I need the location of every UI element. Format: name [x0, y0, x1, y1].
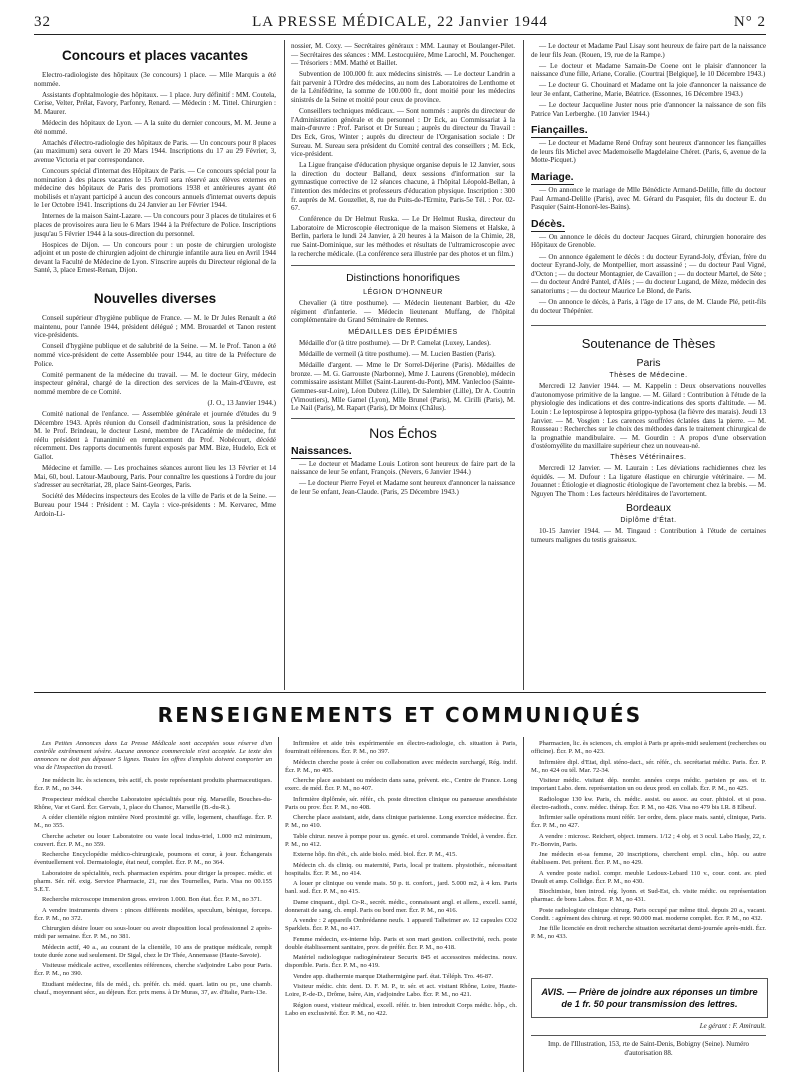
legion-body	[291, 299, 515, 325]
diplome-heading: Diplôme d'État.	[620, 517, 677, 525]
classified-ad: Médecin cherche poste à créer ou collaboration avec médecin surchargé, Rég. indif. Écr. P. M., no 405.	[285, 758, 517, 774]
annonces-col-a	[34, 740, 272, 999]
classified-ad: Externe hôp. fin d'ét., ch. aide biolo. méd. biol. Écr. P. M., 415.	[293, 851, 458, 858]
medecine-heading: Thèses de Médecine.	[609, 372, 688, 380]
epidemies-item: Médaille d'argent. — Mme le Dr Sorrel-Déjerine (Paris). Médailles de bronze. — M. G. Garrouste (Narbonne), Mme J. Laurens (Grenoble), médecin commissaire assistant Millet (Saint-Laurent-du-Pont), MM. Vanlecloo (Sainte-Gemmes-sur-Loire), Léon Dubrez (Lille), Dr Salembier (Lille), Dr A. Coutrin (Vimoutiers), Mlle Gamel (Lyon), Mlle Brunel (Paris), M. Cirilli (Paris), M. Le Nail (Paris), M. Rapart (Paris), Dr Moinx (Châlus).	[291, 361, 515, 413]
classified-ad: Matériel radiologique radiogénérateur Securix 845 et accessoires médecins. nouv. disponible. Paris. Écr. P. M., no 419.	[285, 954, 517, 969]
page-number: 32	[34, 14, 51, 30]
classified-ad: Pharmacien, lic. ès sciences, ch. emploi à Paris pr après-midi seulement (recherches ou officine). Écr. P. M., no 423.	[531, 740, 766, 755]
classified-ad: Infirmier salle opérations muni référ. 1er ordre, dem. place mais. santé, clinique, Paris. Écr. P. M., no 427.	[531, 814, 766, 829]
veterinaires-heading: Thèses Vétérinaires.	[610, 453, 687, 461]
classified-ad: Région ouest, visiteur médical, excell. référ. tr. bien introduit Corps médic. hôp., ch. Labo en exclusivité. Écr. P. M., no 422.	[285, 1001, 517, 1017]
news-item: Conférence du Dr Helmut Ruska. — Le Dr Helmut Ruska, directeur du Laboratoire de Microscopie électronique de la maison Siemens et Halske, à Berlin, parlera le lundi 24 Janvier, à 20 heures à la Maison de la Chimie, 28, rue Saint-Dominique, sur les méthodes et résultats de l'ultramicroscopie avec la recherche médicale. (La conférence sera illustrée par des photos et un film.)	[291, 215, 515, 258]
mariage-heading: Mariage.	[531, 171, 574, 184]
legion-text: Chevalier (à titre posthume). — Médecin lieutenant Barbier, du 42e régiment d'infanterie. — Médecin lieutenant Muffang, de l'hôpital complémentaire du Grand Séminaire de Rennes.	[291, 299, 515, 325]
naissances-heading: Naissances.	[291, 444, 352, 457]
annonces-notice: Les Petites Annonces dans La Presse Médicale sont acceptées sous réserve d'un contrôle extrêmement sévère. Aucune annonce commerciale n'est acceptée. Le texte des annonces ne doit pas dépasser 5 lignes. Toutes les offres d'emplois doivent comporter un visa de l'Inspection du travail.	[34, 740, 272, 771]
naissance-item: — Le docteur et Madame Paul Lisay sont heureux de faire part de la naissance de leur fils Jean. (Rouen, 19, rue de la Rampe.)	[531, 42, 766, 59]
header-rule	[34, 34, 766, 35]
deces-item: — On annonce le décès du docteur Jacques Girard, chirurgien honoraire des Hôpitaux de Grenoble.	[531, 232, 766, 250]
deces-item: — On annonce également le décès : du docteur Eyrand-Joly, d'Évian, frère du docteur Eyrand-Joly, de Montpellier, mort assassiné ; — du docteur Paul Vigné, d'Octon ; — du docteur Montagnier, de Cavaillon ; — du docteur Martel, de Sète ; — du docteur André Pantel, d'Alès ; — du docteur Lugand, de Mèze, médecin des sanatoriums ; — du docteur Maurice Le Blond, de Paris.	[531, 252, 766, 295]
epidemies-body	[291, 339, 515, 413]
concours-item: Concours spécial d'internat des Hôpitaux de Paris. — Ce concours spécial pour la nomination à des places vacantes le 15 Avril sera réservé aux élèves externes en médecine des hôpitaux de Paris des promotions 1938 et antérieures ayant été mobilisés et n'ayant participé à aucun des concours annuels d'internat ouverts depuis le 1er Octobre 1941. Inscriptions du 24 Janvier au 1er Février 1944.	[34, 166, 276, 210]
annonces-col-c	[531, 740, 766, 944]
renseignements-heading: RENSEIGNEMENTS ET COMMUNIQUÉS	[157, 703, 643, 727]
issue-number: N° 2	[733, 14, 766, 30]
classified-ad: A vendre poste radiol. compr. meuble Ledoux-Lebard 110 v., cour. cont. av. pied Drault et amp. Collidge. Écr. P. M., no 430.	[531, 869, 766, 885]
classified-ad: Vendre app. diathermie marque Diathermigène parf. état. Téléph. Tro. 46-87.	[293, 972, 494, 980]
classified-ad: Visiteur médic. chir. dent. D. F. M. P., tr. sér. et act. visitant Rhône, Loire, Haute-Loire, P.-de-D., Drôme, Isère, Ain, s'adjoindre Labo. Écr. P. M., no 421.	[285, 983, 517, 998]
naissance-item: — Le docteur Jacqueline Juster nous prie d'annoncer la naissance de son fils Patrice Van Lerberghe. (10 Janvier 1944.)	[531, 101, 766, 118]
column-divider-3	[278, 737, 279, 1072]
section-rule	[291, 418, 515, 419]
naissance-item: — Le docteur et Madame Louis Lotiron sont heureux de faire part de la naissance de leur 5e enfant, François. (Nevers, 6 Janvier 1944.)	[291, 459, 515, 477]
epidemies-item: Médaille de vermeil (à titre posthume). — M. Lucien Bastien (Paris).	[299, 350, 496, 359]
column-divider-2	[523, 40, 524, 690]
classified-ad: A vendre : microsc. Reichert, object. immers. 1/12 ; 4 obj. et 3 ocul. Labo Hasly, 22, r. Fr.-Bonvin, Paris.	[531, 832, 766, 848]
section-rule	[531, 325, 766, 326]
naissance-item: — Le docteur Pierre Feyel et Madame sont heureux d'annoncer la naissance de leur 5e enfant, Jean-Claude. (Paris, 25 Décembre 1943.)	[291, 479, 515, 497]
column-divider-1	[284, 40, 285, 690]
naissance-item: — Le docteur G. Chouinard et Madame ont la joie d'annoncer la naissance de leur 3e enfant, Catherine, Marie, Béatrice. (Essonnes, 16 Décembre 1943.)	[531, 81, 766, 98]
classified-ad: A vendre : 2 appareils Ombrédanne neufs. 1 appareil Talheimer av. 12 capsules CO2 Sparklets. Écr. P. M., no 417.	[285, 917, 517, 932]
bordeaux-heading: Bordeaux	[626, 502, 671, 515]
classified-ad: A céder clientèle région minière Nord proximité gr. ville, logement, chauffage. Écr. P. M., no 355.	[34, 814, 272, 829]
theses-veterinaires	[531, 464, 766, 498]
classified-ad: Cherche acheter ou louer Laboratoire ou vaste local indus-triel, 1.000 m2 minimum, couvert. Écr. P. M., no 359.	[34, 832, 272, 848]
theses-medecine	[531, 382, 766, 451]
gerant-line: Le gérant : F. Amirault.	[699, 1022, 766, 1030]
col2-body	[291, 42, 515, 258]
classified-ad: Etudiant médecine, fils de méd., ch. préfér. ch. méd. quart. latin ou pr., une chamb. chauf., moyennant sécr., au déjeun. Écr. prix mens. à Dr Muras, 37, av. d'Italie, Paris-13e.	[34, 980, 272, 996]
classified-ad: Recherche microscope immersion gross. environ 1.000. Bon état. Écr. P. M., no 371.	[42, 896, 262, 903]
soutenance-heading: Soutenance de Thèses	[581, 336, 716, 352]
concours-item: Assistants d'ophtalmologie des hôpitaux. — 1 place. Jury définitif : MM. Coutela, Cerise, Velter, Prélat, Favory, Parfonry, Renard. — Médecin : M. Tittel. Chirurgien : M. Maurer.	[34, 90, 276, 116]
theses-bordeaux	[531, 527, 766, 544]
column-2	[291, 42, 515, 499]
echos-heading: Nos Échos	[369, 424, 437, 441]
classified-ad: Biochimiste, bien introd. rég. lyonn. et Sud-Est, ch. visite médic. ou représentation pharmac. de bons Labos. Écr. P. M., no 431.	[531, 888, 766, 903]
these-item: Mercredi 12 Janvier 1944. — M. Kappelin : Deux observations nouvelles d'autonomyose primitive de la langue. — M. Gilard : Contribution à l'étude de la physiologie des indications et des contre-indications des sports d'altitude. — M. Louin : Le leptospirose à leptospira grippo-typhosa (la fièvre des marais). Jeudi 13 Janvier. — M. Vosgien : Les carences souffrées éclatées dans la pierre. — M. Rousseau : Recherches sur le choix des méthodes dans le traitement chirurgical de la prognathie mandibulaire. — M. Gourdin : A propos d'une observation d'ostéomyélite du maxillaire supérieur chez un nouveau-né.	[531, 382, 766, 451]
avis-box	[531, 978, 768, 1018]
news-item: Conseillers techniques médicaux. — Sont nommés : auprès du directeur de l'Administration générale et du personnel : Dr Eck, au Commissariat à la main-d'œuvre : Prof. Parisot et Dr Sureau ; auprès du directeur du Travail : Drs Eck, Gros, Winter ; auprès du directeur de l'Organisation sociale : Dr Sureau. M. Sureau sera président du Comité central des conseillers ; M. Eck, vice-président.	[291, 107, 515, 159]
column-1	[34, 46, 276, 521]
classified-ad: Infirmière diplômée, sér. référ., ch. poste direction clinique ou panseuse anesthésiste Paris ou prov. Écr. P. M., no 408.	[285, 795, 517, 811]
classified-ad: Infirmière et aide très expérimentée en électro-radiologie, ch. situation à Paris, fournirait références. Écr. P. M., no 397.	[285, 740, 517, 755]
footer-rule	[531, 1035, 766, 1036]
avis-text: AVIS. — Prière de joindre aux réponses un timbre de 1 fr. 50 pour transmission des lettres.	[541, 987, 758, 1009]
mariage-body	[531, 186, 766, 212]
epidemies-heading: MÉDAILLES DES ÉPIDÉMIES	[348, 329, 458, 337]
classified-ad: Cherche place assistant, aide, dans clinique parisienne. Long exercice médecine. Écr. P. M., no 410.	[285, 814, 517, 829]
nouvelles-item: Médecine et famille. — Les prochaines séances auront lieu les 13 Février et 14 Mai, 60, boul. Latour-Maubourg, Paris. Pour connaître les questions à l'ordre du jour s'adresser au secrétariat, 28, place Saint-Georges, Paris.	[34, 464, 276, 490]
fiancailles-body	[531, 139, 766, 165]
classified-ad: Jne fille licenciée en droit recherche situation secrétariat demi-journée après-midi. Écr. P. M., no 433.	[531, 925, 766, 940]
naissance-item: — Le docteur et Madame Samain-De Coene ont le plaisir d'annoncer la naissance d'une fille, Ariane, Coralie. (Courtrai [Belgique], le 10 Décembre 1943.)	[531, 61, 766, 79]
concours-item: Médecin des hôpitaux de Lyon. — A la suite du dernier concours, M. M. Jeune a été nommé.	[34, 118, 276, 136]
nouvelles-item: Comité permanent de la médecine du travail. — M. le docteur Giry, médecin inspecteur général, chargé de la direction des services de la Main-d'Œuvre, est nommé membre de ce Comité.	[34, 370, 276, 396]
classified-ad: Visiteuse médicale active, excellentes références, cherche s'adjoindre Labo pour Paris. Écr. P. M., no 390.	[34, 962, 272, 977]
concours-body	[34, 71, 276, 275]
classified-ad: Table chirur. neuve à pompe pour us. gynéc. et urol. commande Trédel, à vendre. Écr. P. M., no 412.	[285, 832, 517, 848]
imprimeur-line: Imp. de l'Illustration, 153, rte de Saint-Denis, Bobigny (Seine). Numéro d'autorisation 88.	[547, 1040, 750, 1057]
classified-ad: Dame cinquant., dipl. Cr-R., secrét. médic., connaissant angl. et allem., excell. santé, donnerait de sang, ch. empl. Paris ou bord mer. Écr. P. M., no 416.	[285, 898, 517, 914]
nouvelles-item: Comité national de l'enfance. — Assemblée générale et journée d'études du 9 Décembre 1943. Après réunion du Conseil d'administration, sous la présidence de M. le Prof. Brindeau, le docteur Lesné, membre de l'Académie de médecine, fut réélu président à l'unanimité en remplacement du Prof. Nobécourt, décédé récemment. Des rapports documentés furent exposés par MM. Bize, Hudelo, Eck et Gallot.	[34, 410, 276, 461]
journal-officiel-ref: (J. O., 13 Janvier 1944.)	[207, 398, 276, 407]
column-divider-4	[523, 737, 524, 1072]
classified-ad: Visiteur médic. visitant dép. nombr. années corps médic. parisien pr ass. et tr. important Labo. dem. représentation un ou deux prod. en collab. Écr. P. M., no 425.	[531, 777, 766, 792]
nouvelles-item: Conseil d'hygiène publique et de salubrité de la Seine. — M. le Prof. Tanon a été nommé vice-président de cette Assemblée pour 1944, au titre de la Préfecture de Police.	[34, 342, 276, 368]
mariage-item: — On annonce le mariage de Mlle Bénédicte Armand-Delille, fille du docteur Paul Armand-Delille (Paris), avec M. Gérard du Pasquier, fils du docteur E. du Pasquier (Saint-Honoré-les-Bains).	[531, 186, 766, 212]
classified-ad: Cherche place assistant ou médecin dans sana, prévent. etc., Centre de France. Long exerc. de méd. Écr. P. M., no 407.	[285, 777, 517, 792]
classified-ad: Poste radiologiste clinique chirurg. Paris occupé par même titul. depuis 20 a., vacant. Condit. : agrément des chirurg. et repr. 90.000 mat. moderne complet. Écr. P. M., no 432.	[531, 906, 766, 922]
bureau-continuation: nossier, M. Coxy. — Secrétaires généraux : MM. Launay et Boulanger-Pilet. — Secrétaires des séances : MM. Lestocquière, Mme Larochl, M. Pouchenger. — Trésoriers : MM. Mathé et Baillet.	[291, 42, 515, 68]
col3-naissances	[531, 42, 766, 118]
classified-ad: Jne médecin lic. ès sciences, très actif, ch. poste représentant produits pharmaceutiques. Écr. P. M., no 344.	[34, 777, 272, 792]
classified-ad: Chirurgien désire louer ou sous-louer ou avoir disposition local professionnel 2 après-midi par semaine. Écr. P. M., no 381.	[34, 925, 272, 940]
nouvelles-body	[34, 314, 276, 518]
classified-ad: Médecin ch. ds cliniq. ou maternité, Paris, local pr traitem. physiothér., nécessitant hospitalis. Écr. P. M., no 414.	[285, 861, 517, 877]
classified-ad: Prospecteur médical cherche Laboratoire spécialités pour rég. Marseille, Bouches-du-Rhône, Var et Gard. Écr. Gervais, 1, place du Chanoc, Marseille (B.-du-R.).	[34, 795, 272, 811]
epidemies-item: Médaille d'or (à titre posthume). — Dr P. Camelat (Luxey, Landes).	[299, 339, 491, 348]
news-item: Subvention de 100.000 fr. aux médecins sinistrés. — Le docteur Landrin a fait parvenir à l'Ordre des médecins, au nom des Laboratoires de Lenthome et de la Lénifédrine, la somme de 100.000 fr., dont moitié pour les médecins sinistrés de la Seine et moitié pour ceux de province.	[291, 70, 515, 105]
fiancailles-heading: Fiançailles.	[531, 124, 588, 137]
classified-ad: Médecin actif, 40 a., au courant de la clientèle, 10 ans de pratique médicale, remplt toute durée zone sud seulement. Dr Sigal, chez le Dr Thée, Annemasse (Haute-Savoie).	[34, 943, 272, 959]
deces-body	[531, 233, 766, 315]
classified-ad: Radiologue 130 kw. Paris, ch. médic. assist. ou assoc. au cour. phisiol. et si poss. électro-radioth., conv. médec. thérap. Écr. P. M., no 426. Visa no 479 bis I.R. 8 Elbeuf.	[531, 795, 766, 811]
fiancailles-item: — Le docteur et Madame René Onfray sont heureux d'annoncer les fiançailles de leurs fils Michel avec Mademoiselle Magdelaine Chéret. (Paris, 6, avenue de la Motte-Picquet.)	[531, 139, 766, 165]
concours-item: Hospices de Dijon. — Un concours pour : un poste de chirurgien urologiste adjoint et un poste de chirurgien adjoint de chirurgie infantile aura lieu en Avril 1944 devant la Faculté de Médecine de Lyon. S'inscrire auprès du Directeur régional de la Santé, 3, place Ernest-Renan, Dijon.	[34, 240, 276, 275]
concours-heading: Concours et places vacantes	[61, 48, 249, 63]
annonces-col-b	[285, 740, 517, 1020]
nouvelles-item: Société des Médecins inspecteurs des Ecoles de la ville de Paris et de la Seine. — Bureau pour 1944 : Président : M. Cayla : vice-présidents : M. Kervarec, Mme Ardoin-Li-	[34, 492, 276, 518]
legion-heading: LÉGION D'HONNEUR	[363, 289, 443, 297]
naissances-body	[291, 460, 515, 497]
section-divider	[34, 692, 766, 693]
classified-ad: A vendre instruments divers : pinces différents modèles, speculum, bénique, forceps. Écr. P. M., no 372.	[34, 906, 272, 922]
classified-ad: Femme médecin, ex-interne hôp. Paris et son mari gestion. collectivité, rech. poste double établissement sanitaire, prov. de préfér. Écr. P. M., no 418.	[285, 935, 517, 951]
classified-ad: Laboratoire de spécialités, rech. pharmacien expérim. pour diriger la prospec. médic. et pharm. Sér. réf. exig. Service Pharmacie, 21, rue des Tournelles, Paris. Visa no 00.155 S.E.T.	[34, 869, 272, 893]
concours-item: Internes de la maison Saint-Lazare. — Un concours pour 3 places de titulaires et 6 places de provisoires aura lieu le 6 Mars 1944 à la Préfecture de Police. Inscriptions jusqu'au 5 Février 1944 à la sous-direction du personnel.	[34, 212, 276, 238]
journal-title: LA PRESSE MÉDICALE, 22 Janvier 1944	[252, 14, 548, 30]
concours-item: Attachés d'électro-radiologie des hôpitaux de Paris. — Un concours pour 8 places (au maximum) sera ouvert le 20 Mars 1944. Inscriptions du 17 au 29 Février, 3, avenue Victoria et par correspondance.	[34, 138, 276, 164]
nouvelles-item: Conseil supérieur d'hygiène publique de France. — M. le Dr Jules Renault a été maintenu, pour l'année 1944, président délégué ; MM. Brouardel et Tanon restent vice-présidents.	[34, 314, 276, 340]
classified-ad: Infirmière dipl. d'Etat, dipl. sténo-dact., sér. référ., ch. secrétariat médic. Paris. Écr. P. M., no 424 ou tél. Mar. 72-34.	[531, 758, 766, 774]
running-header	[34, 14, 766, 32]
section-rule	[291, 265, 515, 266]
classified-ad: Jne médecin et-sa femme, 20 inscriptions, cherchent empl. clin., hôp. ou autre établissem. Pet. prétent. Écr. P. M., no 429.	[531, 851, 766, 866]
column-3	[531, 42, 766, 547]
these-item: 10-15 Janvier 1944. — M. Tingaud : Contribution à l'étude de certaines tumeurs malignes du testis graisseux.	[531, 527, 766, 544]
these-item: Mercredi 12 Janvier. — M. Laurain : Les déviations rachidiennes chez les équidés. — M. Dufour : La ligature élastique en chirurgie vétérinaire. — M. Jouannet : Étiologie et diagnostic étiologique de l'avortement chez la brebis. — M. Nguyen The Thom : Les facteurs héréditaires de l'avortement.	[531, 463, 766, 498]
deces-item: — On annonce le décès, à Paris, à l'âge de 17 ans, de M. Claude Plé, petit-fils du docteur Thépénier.	[531, 297, 766, 315]
classified-ad: A louer pr clinique ou vende mais. 50 p. tt. confort., jard. 5.000 m2, à 4 km. Paris banl. sud. Écr. P. M., no 415.	[285, 880, 517, 895]
deces-heading: Décès.	[531, 217, 565, 230]
paris-heading: Paris	[636, 357, 661, 370]
concours-item: Electro-radiologiste des hôpitaux (3e concours) 1 place. — Mlle Marquis a été nommée.	[34, 71, 276, 88]
news-item: La Ligue française d'éducation physique organise depuis le 12 Janvier, sous la direction du docteur Balland, deux sessions d'information sur la gymnastique corrective de 12 séances chacune, à l'hôpital Léopold-Bellan, à l'intention des médecins et professeurs d'éducation physique. Inscription : 300 fr. auprès de M. Gouzellet, 8, rue du Puits-de-l'Ermite, Paris-5e Tél. : Por. 02-67.	[291, 161, 515, 213]
nouvelles-heading: Nouvelles diverses	[93, 291, 217, 307]
classified-ad: Recherche Encyclopédie médico-chirurgicale, poumons et cœur, à jour. Échangerais éventuellement vol. Dermatologie, état neuf, complet. Écr. P. M., no 364.	[34, 851, 272, 866]
distinctions-heading: Distinctions honorifiques	[346, 272, 460, 285]
